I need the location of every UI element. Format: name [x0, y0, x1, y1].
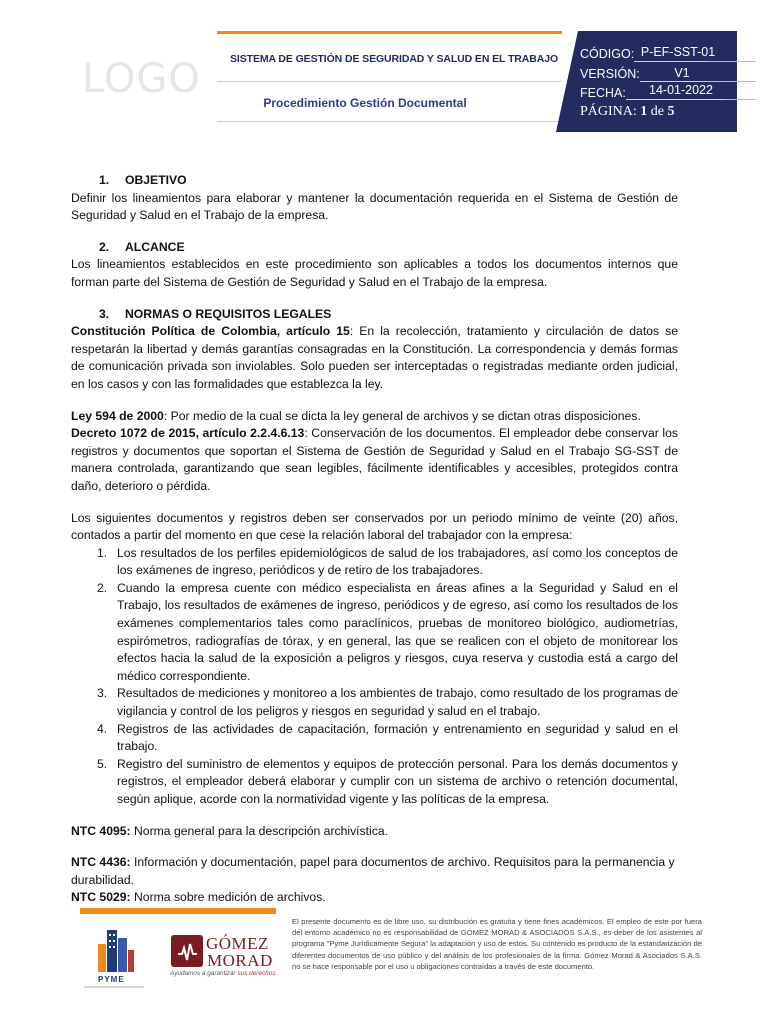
decreto-text: : Conservación de los documentos. El empleador debe conservar los registros y documentos que soportan el Sistema de Gestión de Seguridad y Salud en el Trabajo SG-SST de manera controlada, garantizando que sean legibles, fácilmente identificables y accesibles, protegidos contra daño, deterioro o pérdida.	[71, 426, 678, 493]
section-heading-alcance	[71, 239, 678, 257]
section-title: ALCANCE	[125, 239, 185, 254]
tagline-part-1: Ayudamos a garantizar	[170, 970, 236, 977]
list-item-text: Cuando la empresa cuente con médico especialista en áreas afines a la Seguridad y Salud en el Trabajo, los resultados de exámenes de ingreso, periódicos y de egreso, así como los resultados de los exámenes complementarios tales como paraclínicos, pruebas de monitoreo biológico, audiometrías, espirómetros, radiografías de tórax, y en general, las que se realicen con el objeto de monitorear los efectos hacia la salud de la exposición a peligros y riesgos, cuya reserva y custodia está a cargo del médico correspondiente.	[117, 580, 678, 683]
list-item-text: Los resultados de los perfiles epidemiológicos de salud de los trabajadores, así como los conceptos de los exámenes de ingreso, periódicos y de retiro de los trabajadores.	[117, 545, 678, 578]
ntc5029-ref: NTC 5029:	[71, 890, 131, 905]
ley-ref: Ley 594 de 2000	[71, 408, 164, 423]
gomez-morad-logo-icon	[170, 934, 204, 968]
section-number: 3.	[99, 306, 110, 321]
header-orange-line-bottom	[217, 121, 562, 122]
decreto-ref: Decreto 1072 de 2015, artículo 2.2.4.6.13	[71, 426, 305, 441]
header-extension-line	[706, 81, 756, 82]
ntc4436-text: Información y documentación, papel para documentos de archivo. Requisitos para la permanencia y durabilidad.	[71, 855, 675, 887]
ley-paragraph	[71, 408, 678, 426]
ntc4095-ref: NTC 4095:	[71, 823, 131, 838]
list-item-text: Registros de las actividades de capacitación, formación y entrenamiento en seguridad y salud en el trabajo.	[117, 721, 678, 754]
ntc5029-paragraph	[71, 889, 678, 907]
list-item	[71, 685, 678, 720]
list-item-text: Resultados de mediciones y monitoreo a los ambientes de trabajo, como resultado de los programas de vigilancia y control de los peligros y riesgos en seguridad y salud en el trabajo.	[117, 686, 678, 719]
constitucion-paragraph	[71, 323, 678, 393]
procedure-title: Procedimiento Gestión Documental	[263, 96, 467, 110]
ntc4095-text: Norma general para la descripción archivística.	[130, 823, 389, 838]
section-number: 1.	[99, 173, 110, 187]
page-indicator	[580, 104, 675, 120]
version-value: V1	[674, 66, 690, 80]
page-current: 1	[640, 104, 648, 119]
list-item	[71, 545, 678, 580]
ntc4436-ref: NTC 4436:	[71, 855, 131, 870]
ntc4095-paragraph	[71, 823, 678, 841]
retention-list	[71, 545, 678, 809]
list-item-number: 1.	[97, 545, 108, 560]
constitucion-ref: Constitución Política de Colombia, artículo 15	[71, 324, 350, 339]
list-item	[71, 580, 678, 686]
list-item-number: 5.	[97, 756, 108, 771]
pyme-label: PYME	[98, 975, 125, 984]
date-label: FECHA:	[580, 86, 626, 100]
ntc4436-paragraph	[71, 854, 678, 889]
objetivo-text: Definir los lineamientos para elaborar y mantener la documentación requerida en el Sistema de Gestión de Seguridad y Salud en el Trabajo de la empresa.	[71, 190, 678, 223]
page-label: PÁGINA:	[580, 104, 637, 119]
list-item-number: 2.	[97, 580, 108, 595]
version-label: VERSIÓN:	[580, 67, 640, 81]
list-item	[71, 721, 678, 756]
footer-disclaimer: El presente documento es de libre uso, su distribución es gratuita y tiene fines académicos. El empleo de este por fuera del entorno académico no es responsabilidad de GÓMEZ MORAD & ASOCIADOS S.A.S., es deber de los asistentes al programa "Pyme Jurídicamente Segura" la adaptación y uso de estos. Su contenido es producto de la estandarización de diferentes documentos de uso público y del análisis de los profesionales de la firma. Gómez Morad & Asociados S.A.S. no se hace responsable por el uso u obligaciones contraídas a través de este documento.	[292, 917, 702, 971]
gomez-morad-tagline	[170, 970, 275, 977]
page-total: 5	[667, 104, 675, 119]
decreto-paragraph	[71, 425, 678, 495]
section-heading-normas	[71, 306, 678, 324]
document-body	[71, 172, 678, 907]
list-item	[71, 756, 678, 809]
section-number: 2.	[99, 239, 110, 254]
system-title: SISTEMA DE GESTIÓN DE SEGURIDAD Y SALUD EN EL TRABAJO	[230, 53, 559, 65]
list-item-number: 3.	[97, 686, 108, 701]
list-item-number: 4.	[97, 721, 108, 736]
header-extension-line	[706, 61, 756, 62]
section-heading-objetivo	[71, 172, 678, 190]
gomez-morad-name-2: MORAD	[207, 951, 273, 970]
code-label: CÓDIGO:	[580, 47, 635, 61]
section-title: NORMAS O REQUISITOS LEGALES	[125, 306, 332, 321]
date-underline	[626, 99, 726, 100]
pyme-sub-line	[84, 986, 144, 988]
date-value: 14-01-2022	[649, 83, 713, 97]
header-orange-line-mid	[217, 81, 562, 82]
logo-placeholder: LOGO	[82, 56, 201, 102]
header-orange-line-top	[217, 31, 562, 34]
footer-orange-line	[80, 908, 276, 914]
alcance-text: Los lineamientos establecidos en este procedimiento son aplicables a todos los documentos internos que forman parte del Sistema de Gestión de Seguridad y Salud en el Trabajo de la empresa.	[71, 257, 678, 289]
list-intro: Los siguientes documentos y registros deben ser conservados por un periodo mínimo de veinte (20) años, contados a partir del momento en que cese la relación laboral del trabajador con la empresa:	[71, 510, 678, 543]
tagline-part-2: sus derechos	[237, 970, 276, 977]
list-item-text: Registro del suministro de elementos y equipos de protección personal. Para los demás documentos y registros, el empleador deberá elaborar y cumplir con un sistema de archivo o retención documental, según aplique, acorde con la normatividad vigente y las políticas de la empresa.	[117, 756, 678, 806]
page-of: de	[650, 104, 664, 119]
code-value: P-EF-SST-01	[640, 45, 716, 59]
section-title: OBJETIVO	[125, 173, 187, 187]
constitucion-text: : En la recolección, tratamiento y circulación de datos se respetarán la libertad y demás garantías consagradas en la Constitución. La correspondencia y demás formas de comunicación privada son inviolables. Solo pueden ser interceptadas o registradas mediante orden judicial, en los casos y con las formalidades que establezca la ley.	[71, 324, 679, 391]
header-extension-line	[726, 99, 756, 100]
gomez-morad-name-1: GÓMEZ	[206, 934, 269, 953]
ley-text: : Por medio de la cual se dicta la ley general de archivos y se dictan otras disposiciones.	[163, 408, 641, 423]
ntc5029-text: Norma sobre medición de archivos.	[130, 890, 326, 905]
